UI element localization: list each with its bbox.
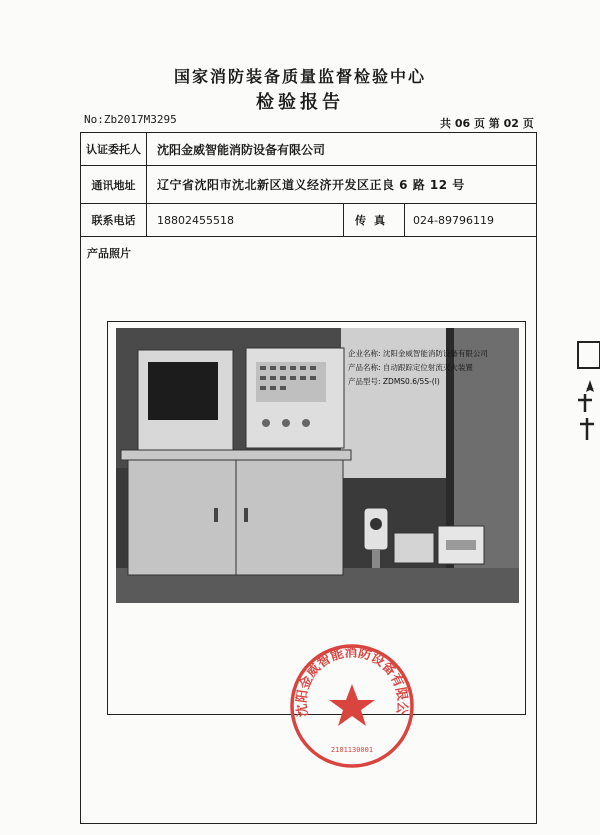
contact-row — [81, 204, 536, 237]
product-photo-image — [116, 328, 519, 603]
client-row — [81, 133, 536, 166]
sign-line-1: 企业名称: 沈阳金威智能消防设备有限公司 — [348, 349, 488, 358]
svg-text:2101130001: 2101130001 — [330, 746, 374, 754]
edge-seal-fragment — [572, 340, 600, 450]
org-title: 国家消防装备质量监督检验中心 — [173, 67, 426, 86]
phone-value: 18802455518 — [157, 213, 234, 227]
doc-title: 检验报告 — [256, 92, 344, 113]
fax-label: 传真 — [343, 204, 405, 236]
report-number: No:Zb2017M3295 — [84, 113, 177, 126]
address-label: 通讯地址 — [81, 166, 147, 203]
photo-label: 产品照片 — [87, 247, 131, 260]
sign-line-3: 产品型号: ZDMS0.6/5S-(I) — [348, 377, 440, 386]
product-photo — [116, 328, 519, 603]
phone-label: 联系电话 — [81, 204, 147, 236]
svg-text:沈阳金威智能消防设备有限公司: 沈阳金威智能消防设备有限公 — [294, 645, 410, 718]
fax-value: 024-89796119 — [413, 213, 494, 227]
official-seal — [286, 640, 418, 772]
client-label: 认证委托人 — [81, 133, 147, 165]
sign-line-2: 产品名称: 自动跟踪定位射流灭火装置 — [348, 363, 473, 372]
page-count: 共 06 页 第 02 页 — [440, 117, 534, 130]
address-row — [81, 166, 536, 204]
client-value: 沈阳金威智能消防设备有限公司 — [157, 142, 326, 157]
address-value: 辽宁省沈阳市沈北新区道义经济开发区正良 6 路 12 号 — [157, 178, 465, 192]
